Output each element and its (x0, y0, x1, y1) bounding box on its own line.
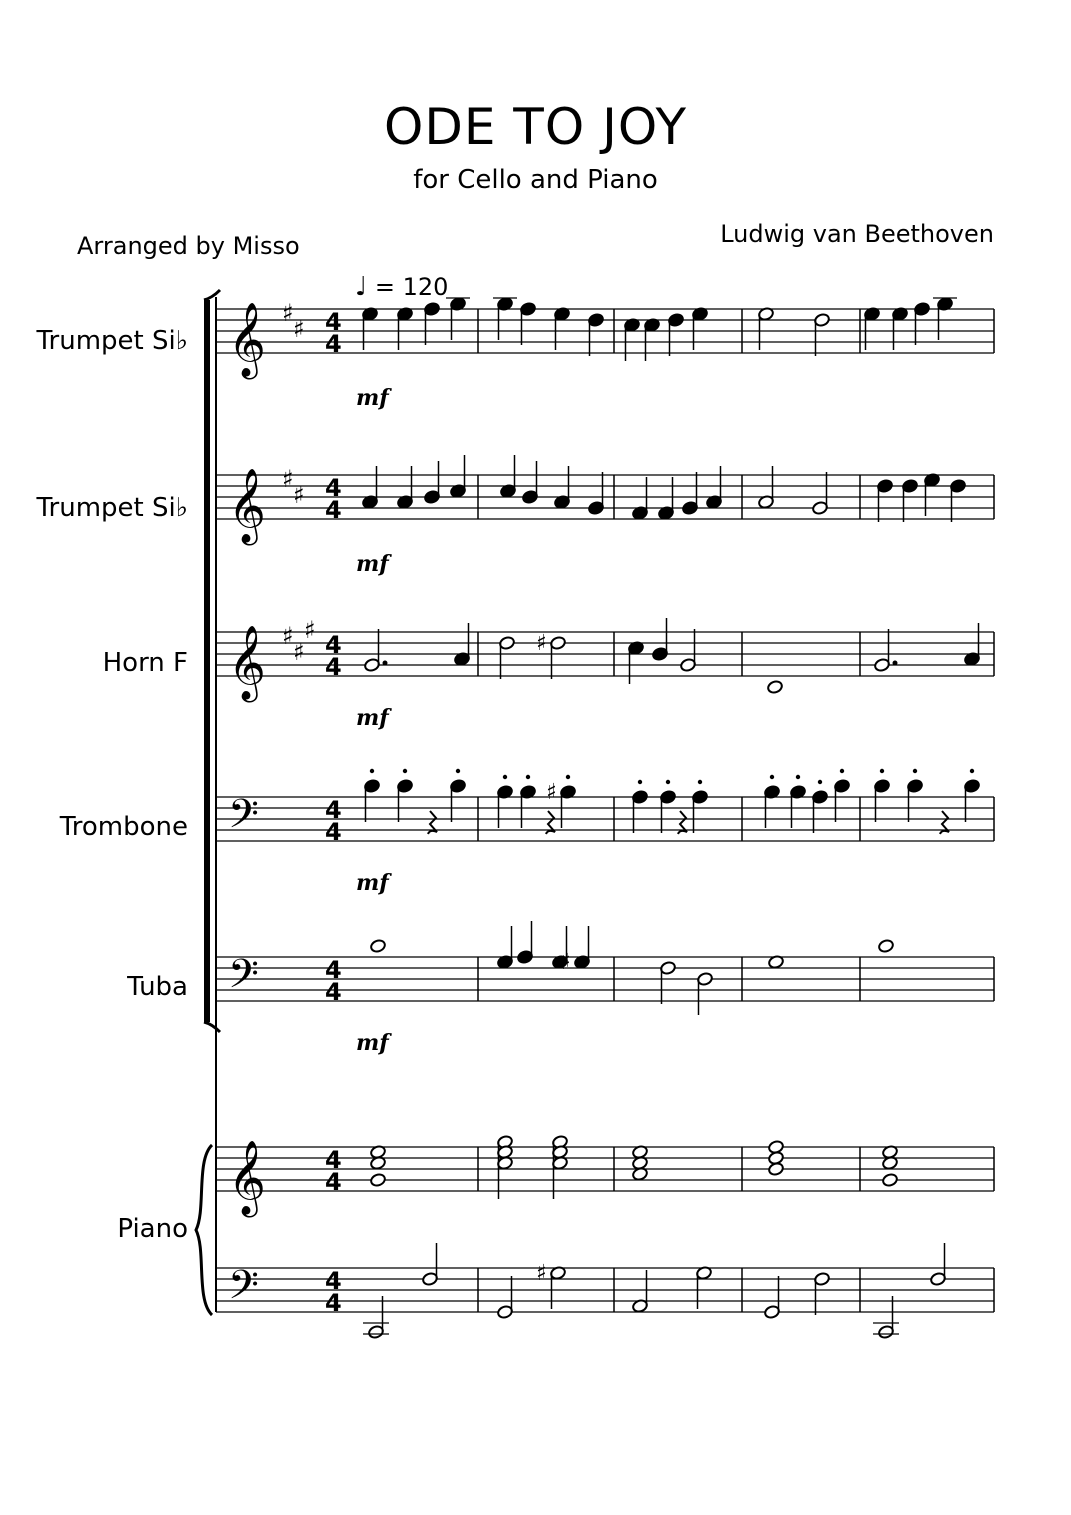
accidental-sharp-icon: ♯ (560, 950, 571, 975)
treble-clef-icon: 𝄞 (228, 303, 266, 377)
note-head (768, 1162, 785, 1177)
staccato-dot (566, 775, 570, 779)
note-head (767, 680, 784, 695)
time-signature-bottom: 4 (325, 496, 342, 524)
instrument-label-trumpet-2: Trumpet Si♭ (36, 493, 188, 523)
time-signature-top: 4 (325, 474, 342, 502)
accidental-sharp-icon: ♯ (536, 631, 547, 656)
staccato-dot (970, 769, 974, 773)
bass-clef-icon: 𝄢 (228, 791, 259, 847)
staccato-dot (880, 769, 884, 773)
time-signature-top: 4 (325, 1146, 342, 1174)
dynamic-mf-trombone: mf (356, 870, 389, 896)
time-signature-bottom: 4 (325, 330, 342, 358)
key-sharp-icon: ♯ (282, 465, 294, 493)
dynamic-mf-tuba: mf (356, 1030, 389, 1056)
note-head (370, 939, 387, 954)
key-sharp-icon: ♯ (282, 622, 294, 650)
time-signature-top: 4 (325, 956, 342, 984)
time-signature-bottom: 4 (325, 653, 342, 681)
time-signature-bottom: 4 (325, 978, 342, 1006)
staccato-dot (913, 769, 917, 773)
quarter-note-icon: ♩ (355, 272, 368, 302)
time-signature-top: 4 (325, 308, 342, 336)
instrument-label-trombone: Trombone (59, 812, 188, 842)
staccato-dot (818, 780, 822, 784)
treble-clef-icon: 𝄞 (228, 469, 266, 543)
instrument-label-tuba: Tuba (127, 972, 188, 1002)
bass-clef-icon: 𝄢 (228, 1262, 259, 1318)
score-subtitle: for Cello and Piano (413, 165, 658, 195)
bracket-top-hook (204, 290, 220, 300)
staccato-dot (770, 775, 774, 779)
dynamic-mf-horn: mf (356, 705, 389, 731)
instrument-label-trumpet-1: Trumpet Si♭ (36, 326, 188, 356)
note-head (370, 1173, 387, 1188)
time-signature-bottom: 4 (325, 1168, 342, 1196)
staccato-dot (666, 780, 670, 784)
dynamic-mf-trumpet-1: mf (356, 385, 389, 411)
staccato-dot (526, 775, 530, 779)
treble-clef-icon: 𝄞 (228, 626, 266, 700)
tempo-value: = 120 (374, 273, 449, 301)
bass-clef-icon: 𝄢 (228, 951, 259, 1007)
piano-brace (196, 1145, 212, 1315)
key-sharp-icon: ♯ (293, 315, 305, 343)
time-signature-top: 4 (325, 796, 342, 824)
staccato-dot (370, 769, 374, 773)
staccato-dot (840, 769, 844, 773)
time-signature-top: 4 (325, 1267, 342, 1295)
augmentation-dot (383, 661, 388, 666)
staccato-dot (796, 775, 800, 779)
dynamic-mf-trumpet-2: mf (356, 551, 389, 577)
arranger-credit: Arranged by Misso (77, 232, 300, 260)
key-sharp-icon: ♯ (282, 299, 294, 327)
staccato-dot (503, 775, 507, 779)
score-title: ODE TO JOY (383, 98, 688, 156)
key-sharp-icon: ♯ (293, 638, 305, 666)
time-signature-bottom: 4 (325, 818, 342, 846)
time-signature-top: 4 (325, 631, 342, 659)
staccato-dot (456, 769, 460, 773)
bracket-bottom-hook (204, 1022, 220, 1032)
instrument-label-horn: Horn F (102, 648, 188, 678)
staccato-dot (403, 769, 407, 773)
time-signature-bottom: 4 (325, 1289, 342, 1317)
accidental-sharp-icon: ♯ (536, 1261, 547, 1286)
note-head (882, 1173, 899, 1188)
accidental-sharp-icon: ♯ (546, 780, 557, 805)
staccato-dot (698, 780, 702, 784)
staccato-dot (638, 780, 642, 784)
key-sharp-icon: ♯ (293, 481, 305, 509)
note-head (878, 939, 895, 954)
treble-clef-icon: 𝄞 (228, 1141, 266, 1215)
instrument-label-piano: Piano (117, 1214, 188, 1244)
composer-credit: Ludwig van Beethoven (720, 220, 994, 248)
augmentation-dot (893, 661, 898, 666)
key-sharp-icon: ♯ (304, 616, 316, 644)
